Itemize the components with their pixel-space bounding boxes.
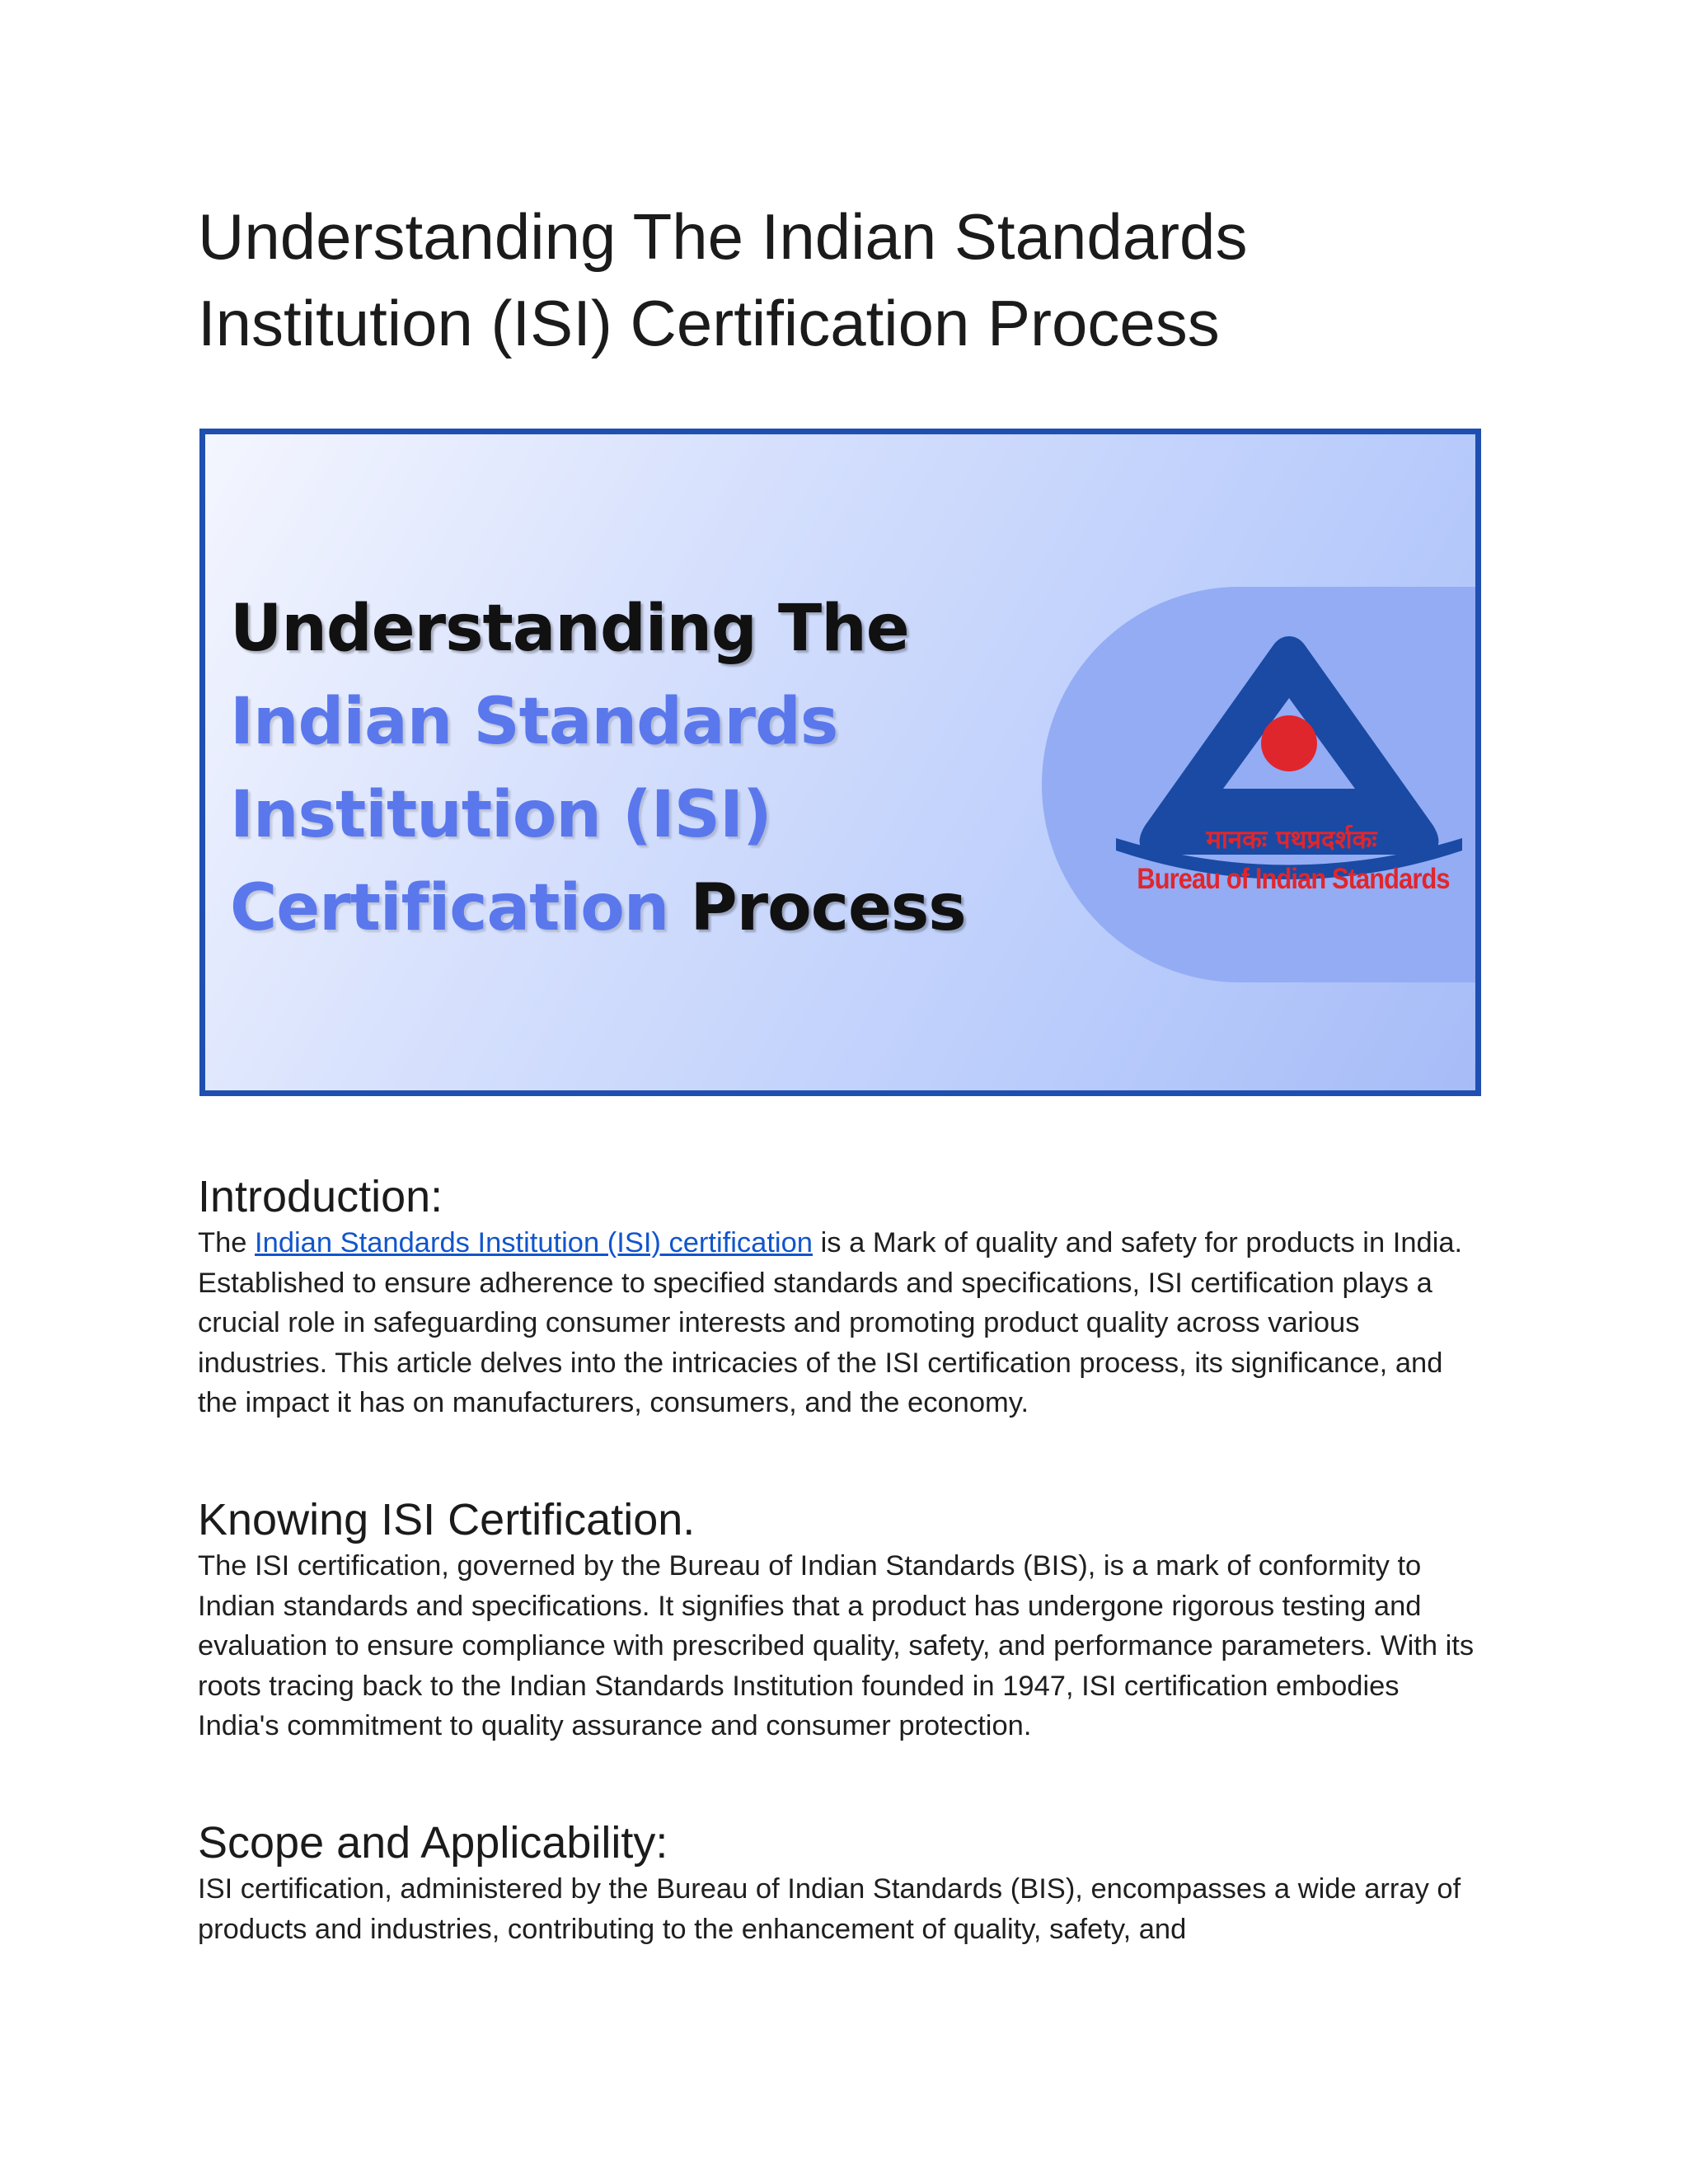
intro-text-start: The	[198, 1227, 256, 1258]
section-introduction	[198, 1170, 1484, 1423]
section-scope	[198, 1816, 1484, 1949]
section-knowing-isi	[198, 1493, 1484, 1746]
section-heading: Scope and Applicability:	[198, 1818, 668, 1868]
banner-line-1: Understanding The	[230, 592, 909, 666]
page-title: Understanding The Indian Standards Institution (ISI) Certification Process	[198, 200, 1248, 359]
logo-organization-name: Bureau of Indian Standards	[1137, 863, 1450, 895]
intro-text-rest: is a Mark of quality and safety for products in India. Established to ensure adherence to specified standards and specifications, ISI certification plays a crucial role in safeguarding consumer interests and promoting product quality across various industries. This article delves into the intricacies of the ISI certification process, its significance, and the impact it has on manufacturers, consumers, and the economy.	[198, 1227, 1463, 1418]
banner-line-4-part-1: Certification	[230, 871, 669, 945]
section-paragraph: The ISI certification, governed by the Bureau of Indian Standards (BIS), is a mark of conformity to Indian standards and specifications. It signifies that a product has undergone rigorous testing and evaluation to ensure compliance with prescribed quality, safety, and performance parameters. With its roots tracing back to the Indian Standards Institution founded in 1947, ISI certification embodies India's commitment to quality assurance and consumer protection.	[198, 1550, 1475, 1741]
section-paragraph: ISI certification, administered by the Bureau of Indian Standards (BIS), encompasses a wide array of products and industries, contributing to the enhancement of quality, safety, and	[198, 1873, 1461, 1945]
section-heading: Introduction:	[198, 1172, 443, 1221]
banner-line-4-part-2: Process	[690, 871, 966, 945]
banner-line-3: Institution (ISI)	[230, 778, 771, 852]
logo-hindi-motto: मानकः पथप्रदर्शकः	[1206, 825, 1377, 855]
isi-certification-link[interactable]: Indian Standards Institution (ISI) certification	[255, 1227, 813, 1258]
banner-headline	[230, 583, 966, 955]
banner-line-2: Indian Standards	[230, 685, 838, 759]
banner-image	[199, 429, 1481, 1096]
section-heading: Knowing ISI Certification.	[198, 1495, 696, 1544]
banner-line-4	[230, 862, 966, 955]
section-paragraph	[198, 1223, 1484, 1423]
bis-logo-icon	[1108, 620, 1470, 949]
